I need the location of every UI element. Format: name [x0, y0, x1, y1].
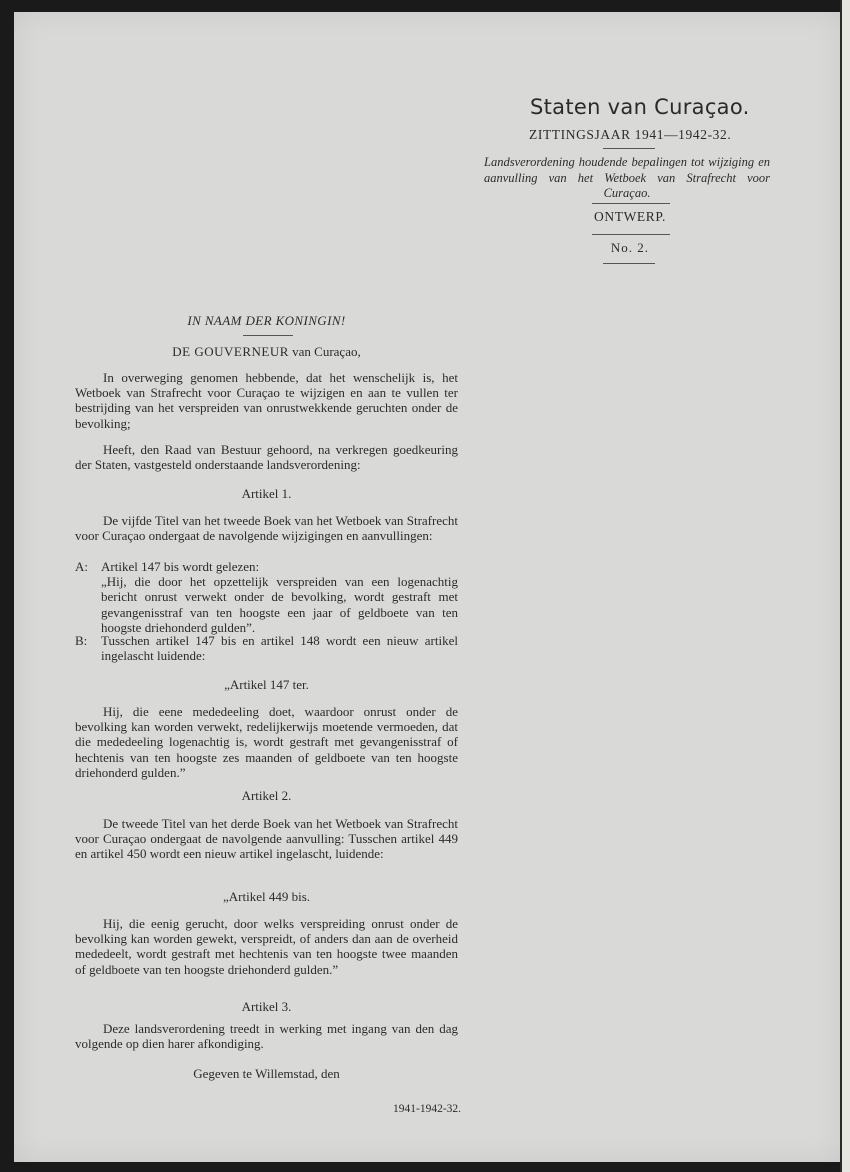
- page-edge: [842, 0, 850, 1172]
- divider: [592, 234, 670, 235]
- ordinance-subject: Landsverordening houdende bepalingen tot wijziging en aanvulling van het Wetboek van Strafrecht voor Curaçao.: [484, 155, 770, 200]
- article-1-item-b: [75, 633, 458, 663]
- governor-title: DE GOUVERNEUR: [172, 344, 289, 359]
- divider: [603, 263, 655, 264]
- given-at-line: Gegeven te Willemstad, den: [193, 1066, 340, 1081]
- article-2-text: De tweede Titel van het derde Boek van het Wetboek van Strafrecht voor Curaçao ondergaat de navolgende aanvulling: Tusschen artikel 449 en artikel 450 wordt een nieuw artikel ingelascht, luidende:: [75, 816, 458, 862]
- divider: [243, 335, 293, 336]
- divider: [603, 148, 655, 149]
- enactment-paragraph: Heeft, den Raad van Bestuur gehoord, na verkregen goedkeuring der Staten, vastgesteld onderstaande landsverordening:: [75, 442, 458, 473]
- article-2-heading: Artikel 2.: [241, 788, 292, 803]
- article-3-heading: Artikel 3.: [241, 999, 292, 1014]
- item-label: A:: [75, 559, 88, 574]
- article-449-bis-text: Hij, die eenig gerucht, door welks verspreiding onrust onder de bevolking kan worden gewekt, verspreidt, of anders dan aan de overheid mededeelt, wordt gestraft met hechtenis van ten hoogste twee maanden of geldboete van ten hoogste driehonderd gulden.”: [75, 916, 458, 977]
- divider: [592, 203, 670, 204]
- governor-line: [75, 344, 458, 359]
- document-code: 1941-1942-32.: [393, 1103, 462, 1115]
- article-147-ter-text: Hij, die eene mededeeling doet, waardoor onrust onder de bevolking kan worden verwekt, redelijkerwijs moetende vermoeden, dat die mededeeling logenachtig is, wordt gestraft met gevangenisstraf of hechtenis van ten hoogste zes maanden of geldboete van ten hoogste driehonderd gulden.”: [75, 704, 458, 780]
- item-label: B:: [75, 633, 88, 648]
- governor-place: van Curaçao,: [288, 344, 361, 359]
- article-147-bis-text: „Hij, die door het opzettelijk verspreiden van een logenachtig bericht onrust verwekt onder de bevolking, wordt gestraft met gevangenisstraf van ten hoogste een jaar of geldboete van ten hoogste driehonderd gulden”.: [101, 574, 458, 635]
- article-1-heading: Artikel 1.: [241, 486, 292, 501]
- parliament-title: Staten van Curaçao.: [530, 95, 750, 119]
- article-3-text: Deze landsverordening treedt in werking met ingang van den dag volgende op dien harer afkondiging.: [75, 1021, 458, 1052]
- article-1-item-a: [75, 559, 458, 635]
- document-number: No. 2.: [610, 240, 650, 255]
- item-text: Tusschen artikel 147 bis en artikel 148 wordt een nieuw artikel ingelascht luidende:: [101, 633, 458, 664]
- draft-label: ONTWERP.: [594, 209, 666, 224]
- invocation: IN NAAM DER KONINGIN!: [187, 313, 346, 328]
- session-year: ZITTINGSJAAR 1941—1942-32.: [529, 127, 732, 142]
- item-text: Artikel 147 bis wordt gelezen:: [101, 559, 260, 574]
- article-147-ter-heading: „Artikel 147 ter.: [224, 677, 309, 692]
- article-1-intro: De vijfde Titel van het tweede Boek van het Wetboek van Strafrecht voor Curaçao ondergaat de navolgende wijzigingen en aanvullingen:: [75, 513, 458, 544]
- article-449-bis-heading: „Artikel 449 bis.: [222, 889, 310, 904]
- considering-paragraph: In overweging genomen hebbende, dat het wenschelijk is, het Wetboek van Strafrecht voor Curaçao te wijzigen en aan te vullen ter bestrijding van het verspreiden van onrustwekkende geruchten onder de bevolking;: [75, 370, 458, 431]
